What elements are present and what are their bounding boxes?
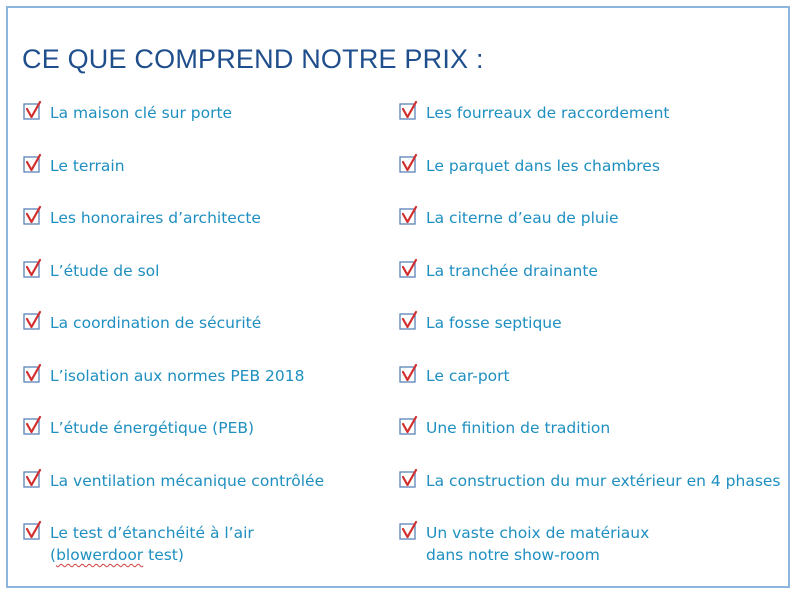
item-label: Les fourreaux de raccordement <box>426 104 670 122</box>
checkbox-tick-icon <box>22 415 44 437</box>
item-label: Les honoraires d’architecte <box>50 209 261 227</box>
list-item <box>398 415 788 468</box>
checkbox-tick-icon <box>22 258 44 280</box>
item-label: L’étude énergétique (PEB) <box>50 419 255 437</box>
list-item <box>22 310 392 363</box>
list-item <box>22 468 392 521</box>
list-item <box>398 310 788 363</box>
list-item <box>398 258 788 311</box>
item-label: La coordination de sécurité <box>50 314 262 332</box>
list-item <box>398 363 788 416</box>
list-item <box>22 415 392 468</box>
included-items-left-list <box>22 100 392 573</box>
checkbox-tick-icon <box>22 520 44 542</box>
checkbox-tick-icon <box>398 258 420 280</box>
item-label: L’étude de sol <box>50 261 160 280</box>
checkbox-tick-icon <box>398 205 420 227</box>
checkbox-tick-icon <box>398 153 420 175</box>
item-label: La construction du mur extérieur en 4 phases <box>426 471 781 490</box>
checkbox-tick-icon <box>22 153 44 175</box>
checkbox-tick-icon <box>398 363 420 385</box>
checkbox-tick-icon <box>398 468 420 490</box>
list-item <box>398 468 788 521</box>
item-label: L’isolation aux normes PEB 2018 <box>50 366 305 385</box>
spellcheck-underlined-word: blowerdoor <box>56 546 144 564</box>
list-item <box>22 205 392 258</box>
item-label <box>50 522 254 566</box>
item-label-line2: dans notre show-room <box>426 546 600 564</box>
item-label: Le terrain <box>50 156 125 175</box>
included-items-right-list <box>398 100 788 573</box>
list-item <box>398 520 788 573</box>
list-item <box>398 205 788 258</box>
checkbox-tick-icon <box>22 468 44 490</box>
checkbox-tick-icon <box>398 310 420 332</box>
content-frame <box>6 6 790 588</box>
checkbox-tick-icon <box>22 100 44 122</box>
checkbox-tick-icon <box>22 363 44 385</box>
list-item <box>22 520 392 573</box>
list-item <box>22 153 392 206</box>
checkbox-tick-icon <box>22 205 44 227</box>
list-item <box>398 100 788 153</box>
list-item <box>22 258 392 311</box>
item-label: Une finition de tradition <box>426 419 611 437</box>
list-item <box>22 100 392 153</box>
item-label: La fosse septique <box>426 314 562 332</box>
item-label-line1: Le test d’étanchéité à l’air <box>50 524 254 542</box>
list-item <box>22 363 392 416</box>
checkbox-tick-icon <box>22 310 44 332</box>
item-label: Le car-port <box>426 366 510 385</box>
page-title: CE QUE COMPREND NOTRE PRIX : <box>22 44 484 74</box>
item-label <box>426 522 649 566</box>
item-label: La citerne d’eau de pluie <box>426 209 619 227</box>
item-label: Le parquet dans les chambres <box>426 156 660 175</box>
item-label-line2: (blowerdoor test) <box>50 546 184 564</box>
item-label: La ventilation mécanique contrôlée <box>50 471 325 490</box>
item-label-line1: Un vaste choix de matériaux <box>426 524 650 542</box>
checkbox-tick-icon <box>398 100 420 122</box>
item-label: La maison clé sur porte <box>50 104 233 122</box>
checkbox-tick-icon <box>398 520 420 542</box>
list-item <box>398 153 788 206</box>
item-label: La tranchée drainante <box>426 261 598 280</box>
checkbox-tick-icon <box>398 415 420 437</box>
